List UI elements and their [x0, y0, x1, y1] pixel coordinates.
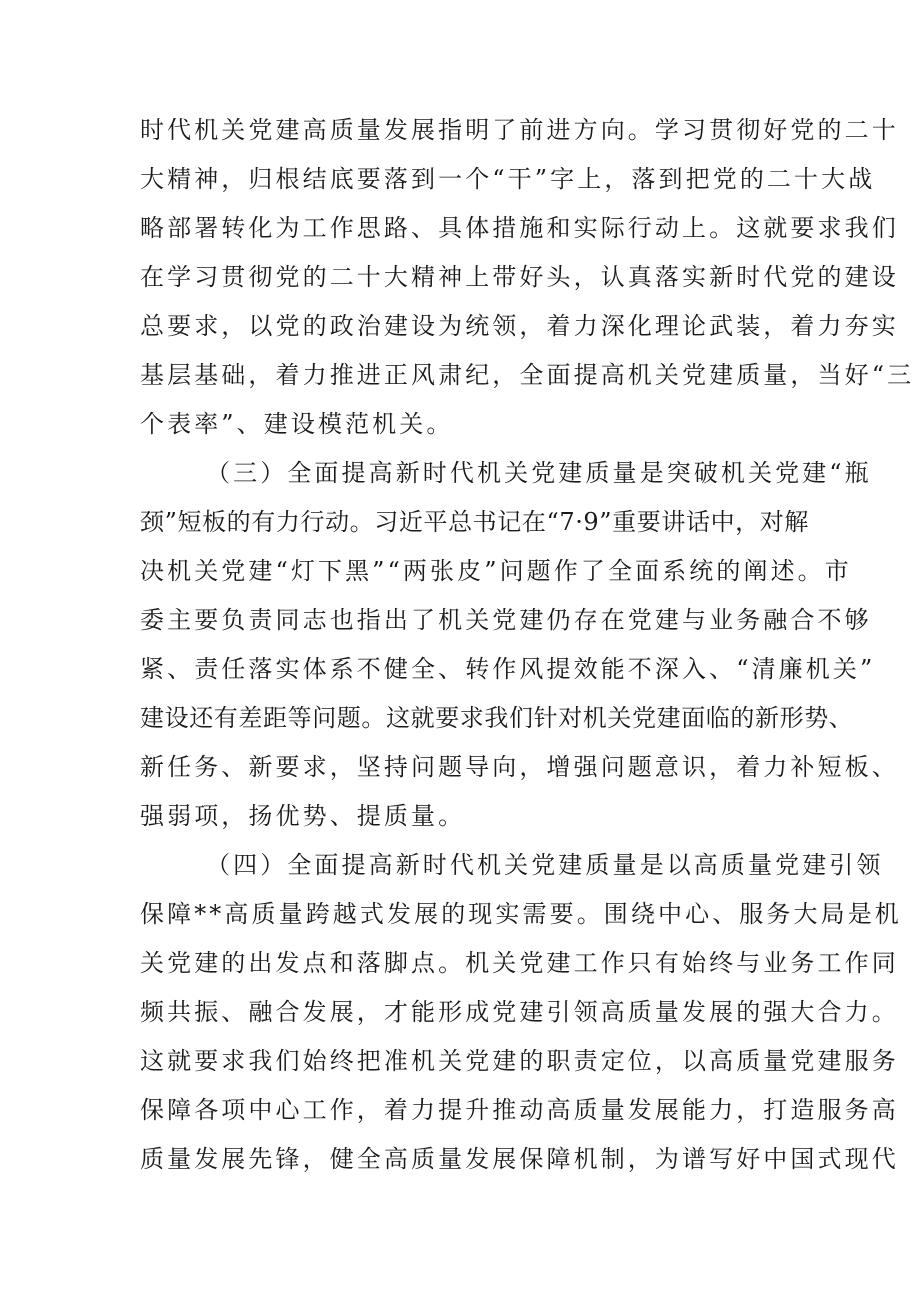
- text-line: 时代机关党建高质量发展指明了前进方向。学习贯彻好党的二十: [140, 116, 899, 144]
- text-line: 决机关党建“灯下黑”“两张皮”问题作了全面系统的阐述。市: [140, 557, 852, 585]
- text-line: 颈”短板的有力行动。习近平总书记在“7·9”重要讲话中，对解: [140, 508, 809, 536]
- text-line: 质量发展先锋，健全高质量发展保障机制，为谱写好中国式现代: [140, 1145, 899, 1173]
- text-line: 大精神，归根结底要落到一个“干”字上，落到把党的二十大战: [140, 165, 876, 193]
- text-line: 在学习贯彻党的二十大精神上带好头，认真落实新时代党的建设: [140, 263, 899, 291]
- text-line: 强弱项，扬优势、提质量。: [140, 802, 466, 830]
- text-line: 这就要求我们始终把准机关党建的职责定位，以高质量党建服务: [140, 1047, 899, 1075]
- text-line: 关党建的出发点和落脚点。机关党建工作只有始终与业务工作同: [140, 949, 899, 977]
- text-line: 频共振、融合发展，才能形成党建引领高质量发展的强大合力。: [140, 998, 899, 1026]
- paragraph-heading-4: （四）全面提高新时代机关党建质量是以高质量党建引领: [206, 851, 884, 879]
- text-line: 保障各项中心工作，着力提升推动高质量发展能力，打造服务高: [140, 1096, 899, 1124]
- text-line: 委主要负责同志也指出了机关党建仍存在党建与业务融合不够: [140, 606, 872, 634]
- text-line: 新任务、新要求，坚持问题导向，增强问题意识，着力补短板、: [140, 753, 899, 781]
- body-text: [140, 106, 915, 1184]
- text-line: 保障**高质量跨越式发展的现实需要。围绕中心、服务大局是机: [140, 900, 902, 928]
- text-line: 基层基础，着力推进正风肃纪，全面提高机关党建质量，当好“三: [140, 361, 915, 389]
- text-line: 建设还有差距等问题。这就要求我们针对机关党建面临的新形势、: [140, 704, 854, 732]
- text-line: 紧、责任落实体系不健全、转作风提效能不深入、“清廉机关”: [140, 655, 876, 683]
- text-line: 总要求，以党的政治建设为统领，着力深化理论武装，着力夯实: [140, 312, 899, 340]
- text-line: 略部署转化为工作思路、具体措施和实际行动上。这就要求我们: [140, 214, 899, 242]
- paragraph-heading-3: （三）全面提高新时代机关党建质量是突破机关党建“瓶: [206, 459, 872, 487]
- text-line: 个表率”、建设模范机关。: [140, 410, 454, 438]
